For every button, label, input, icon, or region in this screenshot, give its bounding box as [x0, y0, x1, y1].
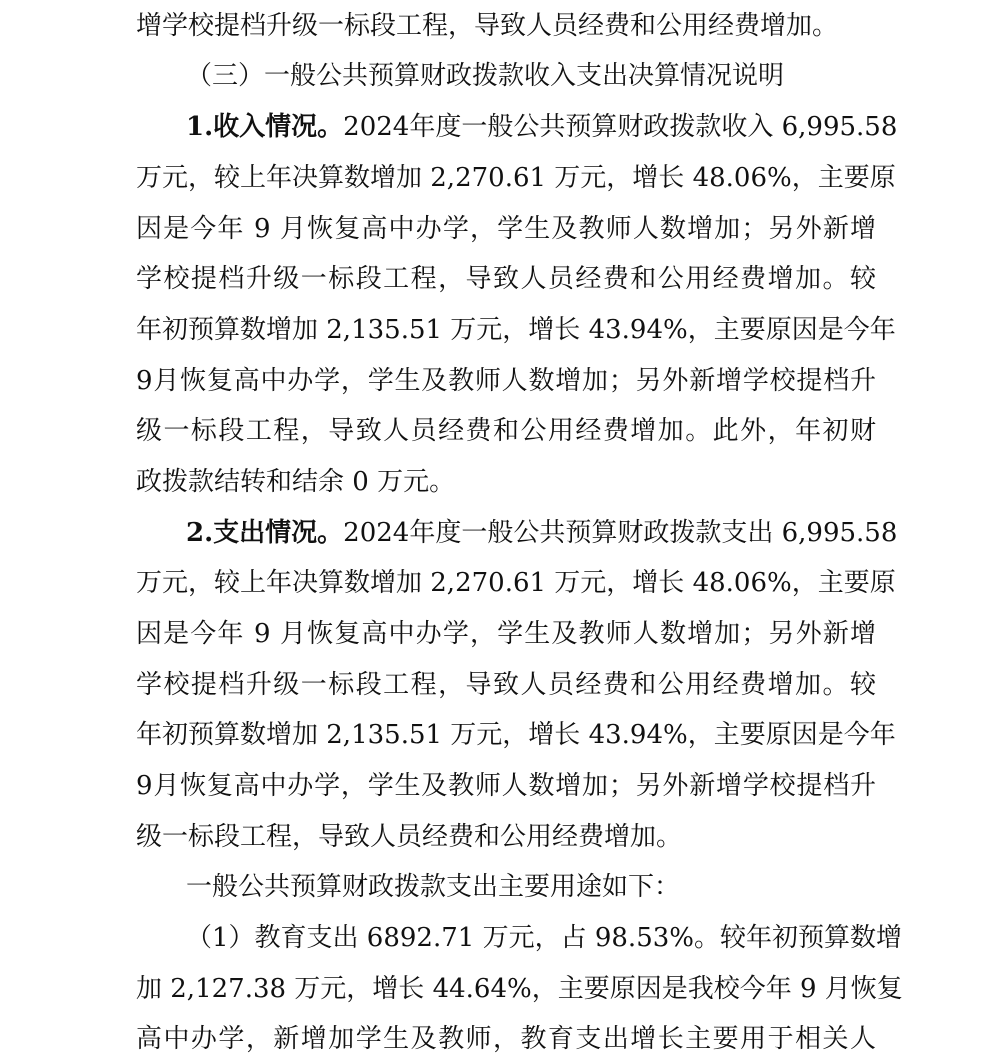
paragraph-line: 年初预算数增加 2,135.51 万元，增长 43.94%，主要原因是今年 — [136, 315, 896, 345]
paragraph-line: 加 2,127.38 万元，增长 44.64%，主要原因是我校今年 9 月恢复 — [136, 974, 903, 1004]
income-paragraph-first-line — [186, 107, 898, 147]
income-label: 1.收入情况。 — [186, 112, 344, 142]
paragraph-line: 年初预算数增加 2,135.51 万元，增长 43.94%，主要原因是今年 — [136, 720, 896, 750]
education-paragraph-first-line: （1）教育支出 6892.71 万元，占 98.53%。较年初预算数增 — [186, 923, 902, 953]
paragraph-line: 9月恢复高中办学，学生及教师人数增加；另外新增学校提档升 — [136, 366, 876, 396]
expense-paragraph-first-line — [186, 513, 898, 553]
paragraph-line: 级一标段工程，导致人员经费和公用经费增加。此外，年初财 — [136, 416, 876, 446]
paragraph-line: 政拨款结转和结余 0 万元。 — [136, 467, 456, 497]
usage-intro-line: 一般公共预算财政拨款支出主要用途如下： — [186, 872, 681, 902]
expense-line-text: 2024年度一般公共预算财政拨款支出 6,995.58 — [343, 518, 898, 548]
paragraph-line: 因是今年 9 月恢复高中办学，学生及教师人数增加；另外新增 — [136, 619, 876, 649]
paragraph-line: 学校提档升级一标段工程，导致人员经费和公用经费增加。较 — [136, 670, 876, 700]
paragraph-line: 级一标段工程，导致人员经费和公用经费增加。 — [136, 822, 683, 852]
paragraph-line: 学校提档升级一标段工程，导致人员经费和公用经费增加。较 — [136, 264, 876, 294]
paragraph-line: 高中办学，新增加学生及教师，教育支出增长主要用于相关人 — [136, 1024, 876, 1054]
paragraph-line: 增学校提档升级一标段工程，导致人员经费和公用经费增加。 — [136, 11, 839, 41]
paragraph-line: 9月恢复高中办学，学生及教师人数增加；另外新增学校提档升 — [136, 771, 876, 801]
income-line-text: 2024年度一般公共预算财政拨款收入 6,995.58 — [343, 112, 898, 142]
paragraph-line: 万元，较上年决算数增加 2,270.61 万元，增长 48.06%，主要原 — [136, 568, 896, 598]
paragraph-line: 万元，较上年决算数增加 2,270.61 万元，增长 48.06%，主要原 — [136, 163, 896, 193]
section-heading: （三）一般公共预算财政拨款收入支出决算情况说明 — [186, 61, 785, 91]
paragraph-line: 因是今年 9 月恢复高中办学，学生及教师人数增加；另外新增 — [136, 214, 876, 244]
expense-label: 2.支出情况。 — [186, 518, 344, 548]
